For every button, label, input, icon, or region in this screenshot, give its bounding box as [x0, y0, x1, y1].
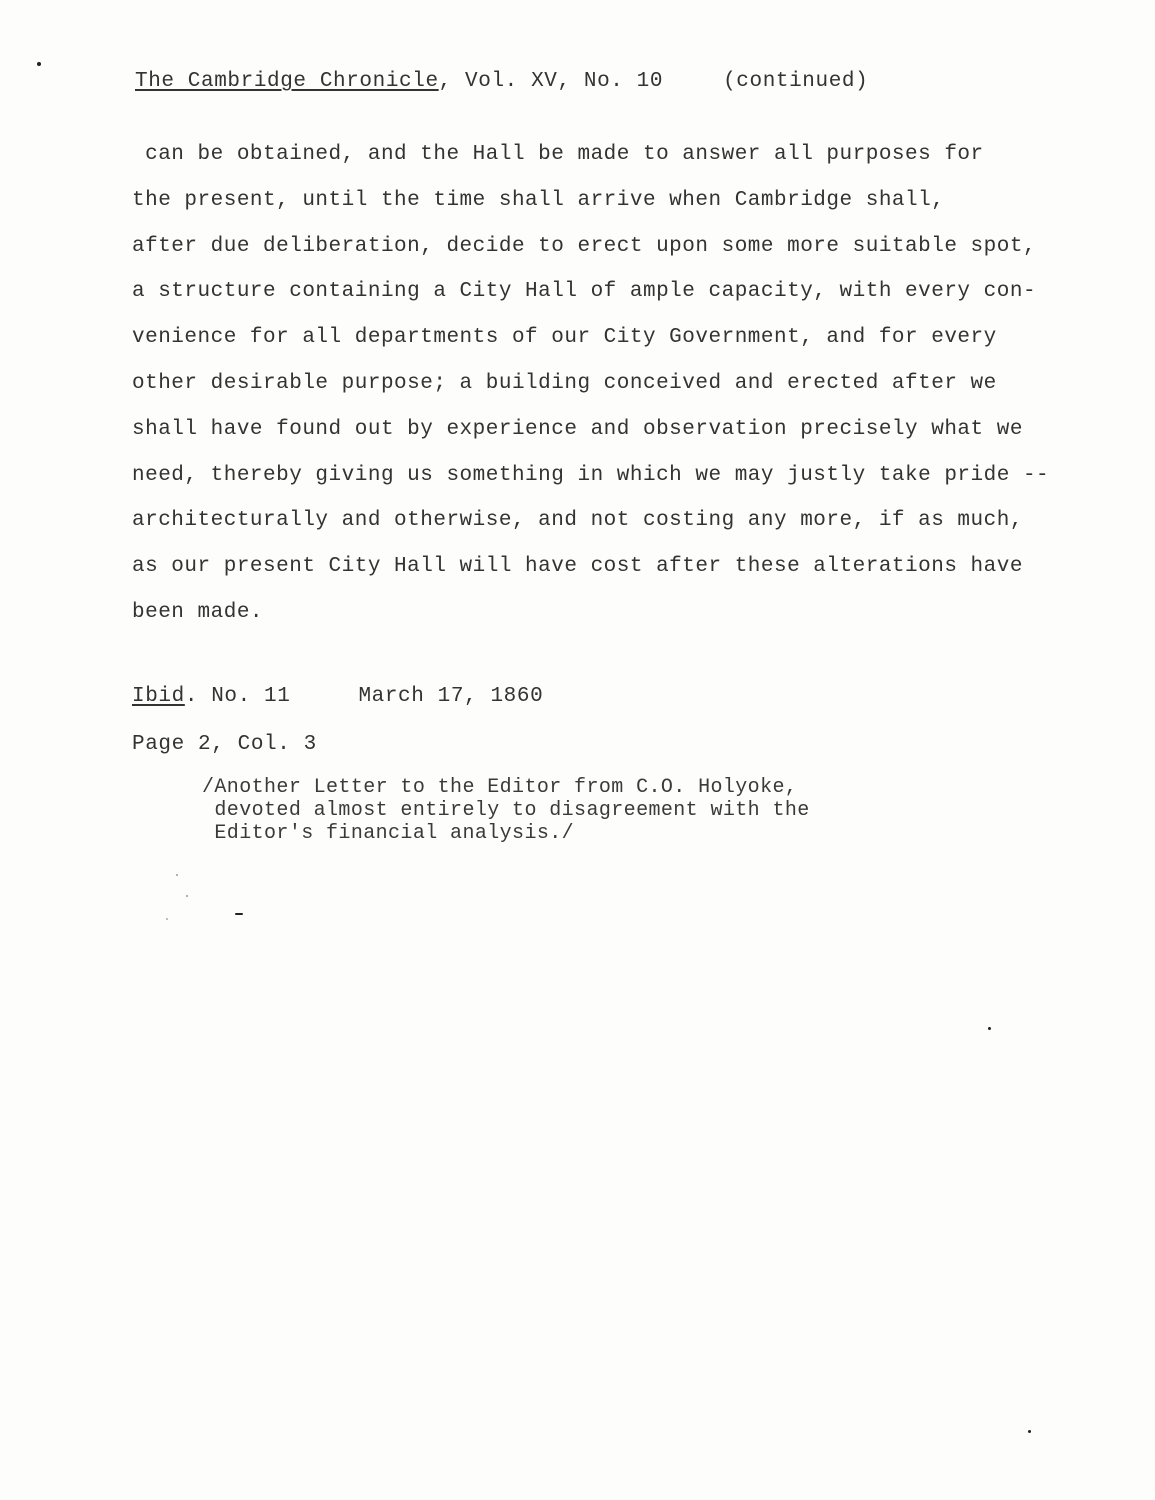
scan-speck	[988, 1027, 991, 1030]
scan-speck	[235, 913, 243, 915]
body-paragraph	[132, 132, 1122, 636]
citation-line	[132, 685, 543, 708]
note-line: /Another Letter to the Editor from C.O. Holyoke,	[202, 776, 798, 799]
body-line: a structure containing a City Hall of ample capacity, with every con-	[132, 280, 1037, 304]
volume-number: , Vol. XV, No. 10	[438, 70, 664, 93]
body-line: the present, until the time shall arrive when Cambridge shall,	[132, 188, 945, 212]
body-line: shall have found out by experience and observation precisely what we	[132, 417, 1023, 441]
continued-label: (continued)	[723, 70, 869, 93]
body-line: other desirable purpose; a building conceived and erected after we	[132, 371, 997, 395]
body-line: need, thereby giving us something in which we may justly take pride --	[132, 463, 1050, 487]
ibid-label: Ibid	[132, 685, 185, 708]
document-header	[135, 70, 868, 93]
publication-title: The Cambridge Chronicle	[135, 70, 439, 93]
page-column-ref: Page 2, Col. 3	[132, 733, 317, 756]
issue-date: March 17, 1860	[358, 685, 544, 708]
body-line: venience for all departments of our City Government, and for every	[132, 326, 997, 350]
note-line: Editor's financial analysis./	[202, 822, 575, 845]
body-line: as our present City Hall will have cost after these alterations have	[132, 555, 1023, 579]
scan-speck	[166, 918, 168, 920]
scan-speck	[1028, 1430, 1031, 1433]
editorial-note	[202, 776, 922, 845]
body-line: architecturally and otherwise, and not costing any more, if as much,	[132, 509, 1023, 533]
issue-number: . No. 11	[184, 685, 291, 708]
note-line: devoted almost entirely to disagreement with the	[202, 799, 810, 822]
body-line: can be obtained, and the Hall be made to answer all purposes for	[132, 143, 984, 166]
scan-speck	[37, 62, 41, 66]
scan-speck	[186, 895, 188, 897]
body-line: after due deliberation, decide to erect upon some more suitable spot,	[132, 234, 1037, 258]
body-line: been made.	[132, 600, 264, 624]
scan-speck	[176, 874, 178, 876]
